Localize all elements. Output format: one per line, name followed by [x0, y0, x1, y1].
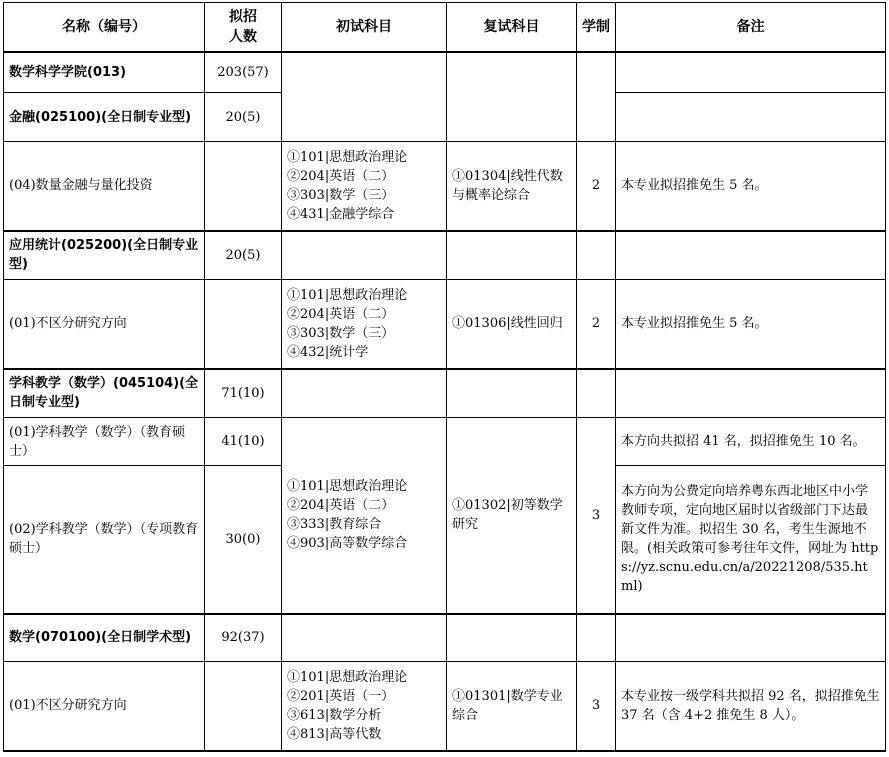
admissions-table	[3, 2, 886, 752]
finance-prelim-4: ④431|金融学综合	[287, 206, 395, 222]
college-row	[4, 52, 886, 93]
finance-prelim-1: ①101|思想政治理论	[287, 149, 408, 165]
math-dir1-remark: 本专业按一级学科共拟招 92 名，拟招推免生 37 名（含 4+2 推免生 8 人）。	[616, 662, 886, 751]
finance-dir1-prelim	[282, 142, 447, 231]
finance-prelim-2: ②204|英语（二）	[287, 168, 395, 184]
math-prelim-4: ④813|高等代数	[287, 726, 382, 742]
teaching-retest: ①01302|初等数学研究	[447, 418, 577, 614]
math-retest-empty	[447, 614, 577, 662]
teaching-prelim-3: ③333|教育综合	[287, 517, 382, 533]
math-dir1-retest: ①01301|数学专业综合	[447, 662, 577, 751]
math-row	[4, 614, 886, 662]
stats-prelim-4: ④432|统计学	[287, 344, 369, 360]
math-dir1-name: (01)不区分研究方向	[4, 662, 205, 751]
stats-dir1-quota-empty	[205, 280, 282, 369]
stats-name: 应用统计(025200)(全日制专业型)	[4, 231, 205, 280]
stats-dir1-prelim	[282, 280, 447, 369]
stats-dir1-retest: ①01306|线性回归	[447, 280, 577, 369]
stats-dir1-remark: 本专业拟招推免生 5 名。	[616, 280, 886, 369]
college-name: 数学科学学院(013)	[4, 52, 205, 93]
header-remark: 备注	[616, 3, 886, 52]
math-prelim-2: ②201|英语（一）	[287, 688, 395, 704]
stats-quota: 20(5)	[205, 231, 282, 280]
teaching-dir2-name: (02)学科教学（数学）（专项教育硕士）	[4, 466, 205, 614]
header-retest: 复试科目	[447, 3, 577, 52]
teaching-dir1-name: (01)学科教学（数学）（教育硕士）	[4, 418, 205, 466]
teaching-quota: 71(10)	[205, 369, 282, 418]
teaching-years-empty	[577, 369, 616, 418]
header-quota	[205, 3, 282, 52]
teaching-dir1-remark: 本方向共拟招 41 名，拟招推免生 10 名。	[616, 418, 886, 466]
college-quota: 203(57)	[205, 52, 282, 93]
finance-prelim-3: ③303|数学（三）	[287, 187, 395, 203]
header-quota-line2: 人数	[229, 28, 257, 45]
math-quota: 92(37)	[205, 614, 282, 662]
math-dir1-years: 3	[577, 662, 616, 751]
college-retest-empty	[447, 52, 577, 142]
teaching-remark-empty	[616, 369, 886, 418]
math-prelim-empty	[282, 614, 447, 662]
teaching-dir1-row	[4, 418, 886, 466]
header-quota-line1: 拟招	[229, 8, 257, 25]
math-dir1-prelim	[282, 662, 447, 751]
college-prelim-empty	[282, 52, 447, 142]
college-remark-empty	[616, 52, 886, 93]
header-row	[4, 3, 886, 52]
math-name: 数学(070100)(全日制学术型)	[4, 614, 205, 662]
teaching-dir2-quota: 30(0)	[205, 466, 282, 614]
stats-retest-empty	[447, 231, 577, 280]
header-name: 名称（编号）	[4, 3, 205, 52]
header-prelim: 初试科目	[282, 3, 447, 52]
finance-dir1-years: 2	[577, 142, 616, 231]
math-years-empty	[577, 614, 616, 662]
teaching-dir2-remark: 本方向为公费定向培养粤东西北地区中小学教师专项，定向地区届时以省级部门下达最新文件为准。拟招生 30 名，考生生源地不限。(相关政策可参考往年文件，网址为 https://yz.scnu.edu.cn/a/20221208/535.html)	[616, 466, 886, 614]
stats-prelim-2: ②204|英语（二）	[287, 306, 395, 322]
stats-dir1-row	[4, 280, 886, 369]
teaching-prelim-empty	[282, 369, 447, 418]
stats-row	[4, 231, 886, 280]
finance-dir1-row	[4, 142, 886, 231]
finance-dir1-remark: 本专业拟招推免生 5 名。	[616, 142, 886, 231]
stats-prelim-empty	[282, 231, 447, 280]
math-prelim-3: ③613|数学分析	[287, 707, 382, 723]
finance-remark-empty	[616, 93, 886, 142]
teaching-prelim-4: ④903|高等数学综合	[287, 536, 408, 552]
finance-dir1-quota-empty	[205, 142, 282, 231]
finance-quota: 20(5)	[205, 93, 282, 142]
teaching-prelim	[282, 418, 447, 614]
finance-name: 金融(025100)(全日制专业型)	[4, 93, 205, 142]
math-dir1-quota-empty	[205, 662, 282, 751]
teaching-prelim-2: ②204|英语（二）	[287, 498, 395, 514]
teaching-retest-empty	[447, 369, 577, 418]
teaching-years: 3	[577, 418, 616, 614]
stats-dir1-name: (01)不区分研究方向	[4, 280, 205, 369]
finance-dir1-retest: ①01304|线性代数与概率论综合	[447, 142, 577, 231]
math-dir1-row	[4, 662, 886, 751]
college-years-empty	[577, 52, 616, 142]
stats-prelim-3: ③303|数学（三）	[287, 325, 395, 341]
math-prelim-1: ①101|思想政治理论	[287, 669, 408, 685]
teaching-name: 学科教学（数学）(045104)(全日制专业型)	[4, 369, 205, 418]
stats-remark-empty	[616, 231, 886, 280]
stats-dir1-years: 2	[577, 280, 616, 369]
stats-prelim-1: ①101|思想政治理论	[287, 287, 408, 303]
teaching-prelim-1: ①101|思想政治理论	[287, 479, 408, 495]
finance-dir1-name: (04)数量金融与量化投资	[4, 142, 205, 231]
teaching-dir1-quota: 41(10)	[205, 418, 282, 466]
teaching-row	[4, 369, 886, 418]
header-years: 学制	[577, 3, 616, 52]
math-remark-empty	[616, 614, 886, 662]
stats-years-empty	[577, 231, 616, 280]
